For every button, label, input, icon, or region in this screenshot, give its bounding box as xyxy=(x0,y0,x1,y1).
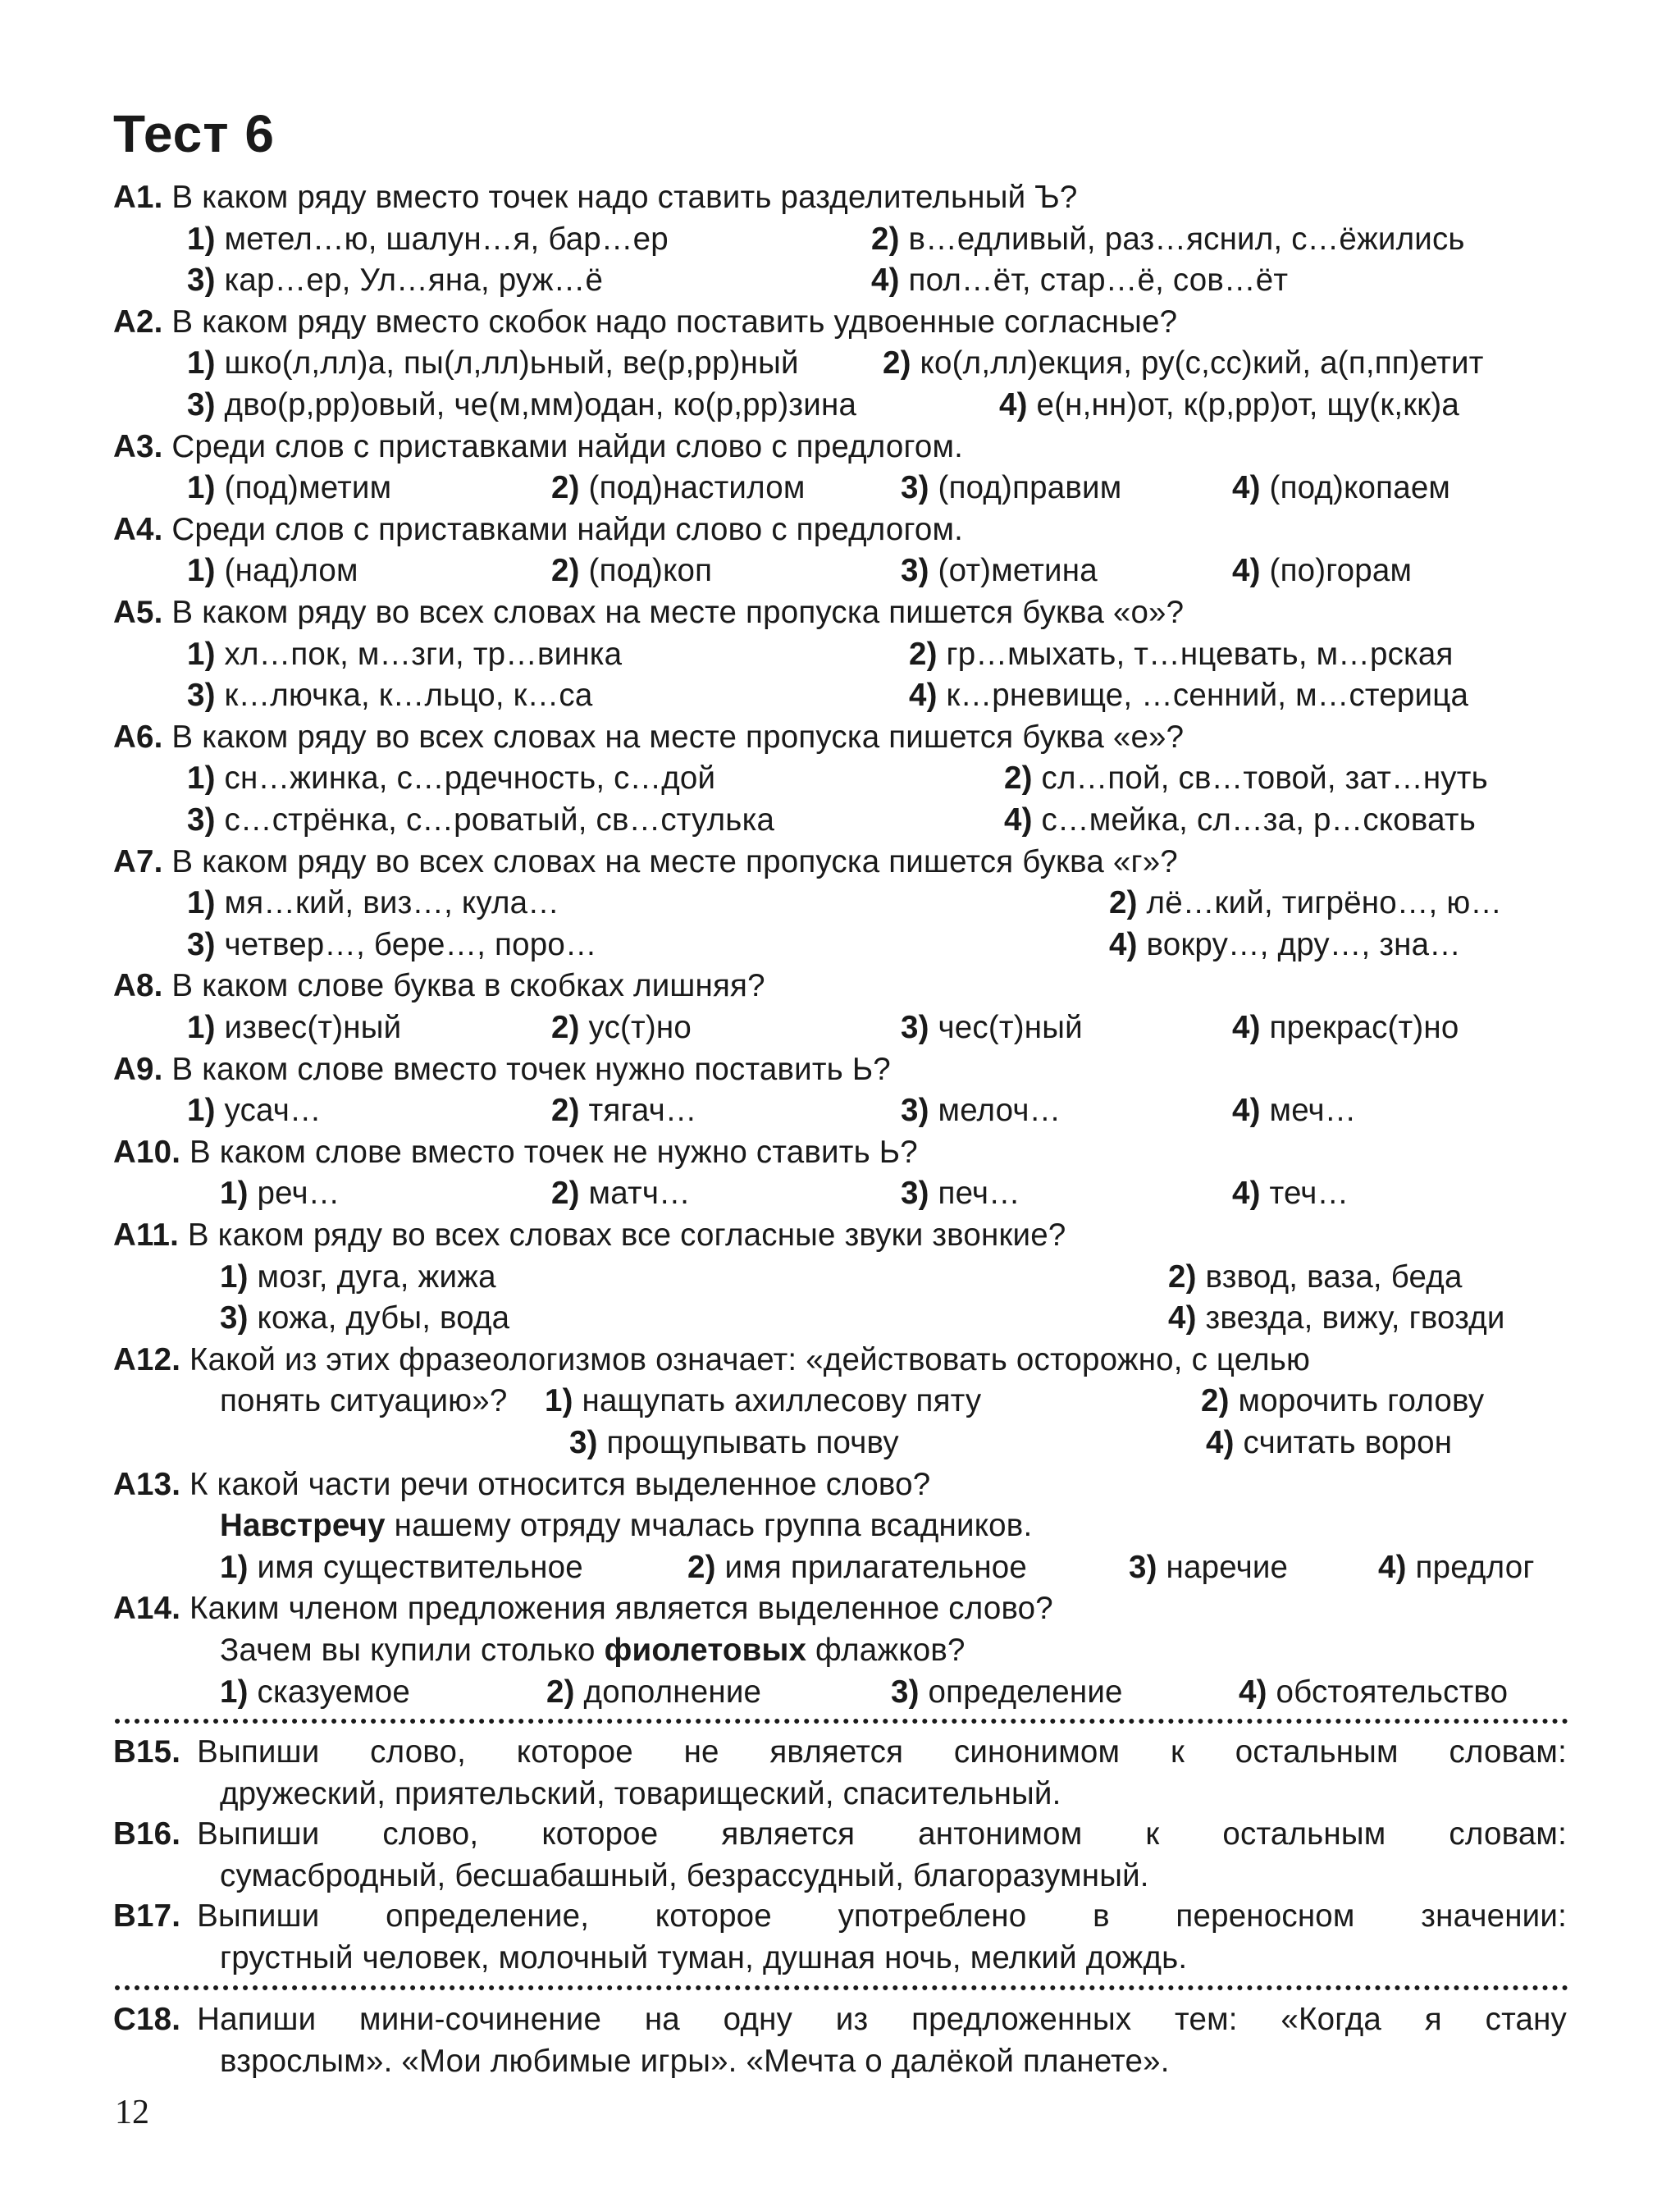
option-number: 4) xyxy=(1378,1549,1407,1585)
question-number: А14. xyxy=(113,1591,181,1627)
question-number: А7. xyxy=(113,843,163,879)
question-line xyxy=(113,1815,1567,1854)
question-text: Выпиши слово, которое не является синонимом к остальным словам: xyxy=(197,1734,1567,1770)
option-number: 1) xyxy=(187,345,216,381)
option-text: (над)лом xyxy=(224,553,358,589)
option-number: 2) xyxy=(551,553,580,589)
question-line xyxy=(113,593,1184,633)
question-text-line xyxy=(220,1857,1149,1896)
answer-option xyxy=(187,386,856,425)
question-text: В каком слове вместо точек нужно поставить Ь? xyxy=(171,1051,891,1087)
answer-option xyxy=(551,468,806,508)
option-number: 4) xyxy=(1168,1300,1197,1336)
option-number: 3) xyxy=(187,926,216,962)
option-number: 2) xyxy=(551,1093,580,1129)
highlighted-sentence xyxy=(220,1631,966,1670)
option-text: тягач… xyxy=(588,1093,697,1129)
option-text: шко(л,лл)а, пы(л,лл)ьный, ве(р,рр)ный xyxy=(224,345,799,381)
answer-option xyxy=(551,1174,691,1213)
option-number: 1) xyxy=(220,1549,249,1585)
option-number: 2) xyxy=(551,1010,580,1045)
option-number: 2) xyxy=(871,221,900,257)
option-text: определение xyxy=(928,1674,1123,1710)
option-number: 3) xyxy=(569,1425,598,1460)
answer-option xyxy=(551,551,712,591)
question-line xyxy=(113,718,1184,757)
question-text: Выпиши определение, которое употреблено в переносном значении: xyxy=(197,1898,1567,1934)
option-number: 2) xyxy=(1004,760,1033,797)
answer-option xyxy=(1109,884,1502,923)
answer-option xyxy=(1206,1423,1452,1463)
question-number: А3. xyxy=(113,428,163,464)
question-text: грустный человек, молочный туман, душная ночь, мелкий дождь. xyxy=(220,1939,1188,1975)
option-number: 3) xyxy=(187,678,216,714)
question-text-line xyxy=(220,1939,1187,1978)
option-text: к…лючка, к…льцо, к…са xyxy=(224,678,593,714)
question-number: А12. xyxy=(113,1341,181,1377)
option-text: кожа, дубы, вода xyxy=(257,1300,510,1336)
answer-option xyxy=(871,261,1288,300)
option-number: 4) xyxy=(1232,1010,1261,1045)
option-number: 3) xyxy=(901,1010,929,1045)
question-text: В каком слове буква в скобках лишняя? xyxy=(171,968,765,1004)
answer-option xyxy=(187,884,559,923)
question-number: А1. xyxy=(113,180,163,215)
option-number: 4) xyxy=(1239,1674,1267,1710)
option-text: нащупать ахиллесову пяту xyxy=(582,1383,982,1419)
answer-option xyxy=(569,1423,899,1463)
highlighted-word: фиолетовых xyxy=(604,1633,807,1668)
answer-option xyxy=(187,676,592,715)
option-number: 4) xyxy=(1206,1425,1235,1460)
question-text: В каком ряду вместо скобок надо поставить удвоенные согласные? xyxy=(171,304,1178,340)
question-line xyxy=(113,1465,930,1505)
question-line xyxy=(113,2000,1567,2039)
option-text: пол…ёт, стар…ё, сов…ёт xyxy=(908,263,1289,299)
question-text: Среди слов с приставками найди слово с предлогом. xyxy=(171,428,964,464)
question-number: С18. xyxy=(113,2002,181,2037)
option-text: мозг, дуга, жижа xyxy=(257,1258,496,1295)
option-number: 4) xyxy=(999,387,1028,422)
option-text: с…мейка, сл…за, р…сковать xyxy=(1041,802,1476,838)
option-number: 3) xyxy=(901,553,929,589)
option-text: (под)коп xyxy=(588,553,713,589)
option-text: чес(т)ный xyxy=(938,1010,1083,1045)
option-text: усач… xyxy=(224,1093,322,1129)
answer-option xyxy=(1232,1008,1459,1048)
answer-option xyxy=(1129,1548,1288,1587)
question-number: В15. xyxy=(113,1734,181,1770)
question-text: В каком ряду во всех словах на месте пропуска пишется буква «г»? xyxy=(171,843,1178,879)
option-number: 4) xyxy=(1109,926,1138,962)
question-line xyxy=(113,1341,1310,1380)
option-text: сн…жинка, с…рдечность, с…дой xyxy=(224,760,716,797)
answer-option xyxy=(901,551,1098,591)
question-text-line xyxy=(220,2042,1170,2081)
option-text: (под)правим xyxy=(938,470,1122,506)
sentence-text: нашему отряду мчалась группа всадников. xyxy=(385,1508,1033,1544)
section-divider xyxy=(115,1719,1568,1724)
option-number: 2) xyxy=(551,470,580,506)
option-text: имя существительное xyxy=(257,1549,583,1585)
question-number: А9. xyxy=(113,1051,163,1087)
answer-option xyxy=(1232,1174,1349,1213)
question-text: Среди слов с приставками найди слово с предлогом. xyxy=(171,511,964,547)
option-number: 1) xyxy=(545,1383,573,1419)
option-number: 4) xyxy=(1232,1176,1261,1212)
question-line xyxy=(113,1897,1567,1936)
question-line xyxy=(113,510,963,550)
question-line xyxy=(113,303,1177,342)
question-number: А4. xyxy=(113,511,163,547)
option-number: 1) xyxy=(187,636,216,672)
answer-option xyxy=(999,386,1459,425)
answer-option xyxy=(1232,1091,1357,1130)
option-text: вокру…, дру…, зна… xyxy=(1146,926,1461,962)
option-text: лё…кий, тигрёно…, ю… xyxy=(1146,885,1503,921)
answer-option xyxy=(187,261,603,300)
question-text: В каком ряду вместо точек надо ставить разделительный Ъ? xyxy=(171,180,1078,215)
option-number: 4) xyxy=(1232,470,1261,506)
option-text: морочить голову xyxy=(1238,1383,1485,1419)
answer-option xyxy=(901,1174,1020,1213)
answer-option xyxy=(1168,1299,1505,1338)
option-number: 3) xyxy=(901,1093,929,1129)
question-text: В каком слове вместо точек не нужно ставить Ь? xyxy=(189,1134,918,1170)
option-number: 3) xyxy=(1129,1549,1157,1585)
answer-option xyxy=(1232,468,1450,508)
option-text: сл…пой, св…товой, зат…нуть xyxy=(1041,760,1488,797)
option-number: 3) xyxy=(187,387,216,422)
option-text: считать ворон xyxy=(1243,1425,1453,1460)
option-text: е(н,нн)от, к(р,рр)от, щу(к,кк)а xyxy=(1036,387,1459,422)
option-text: ус(т)но xyxy=(588,1010,692,1045)
answer-option xyxy=(187,801,774,840)
answer-option xyxy=(187,551,358,591)
answer-option xyxy=(546,1673,761,1712)
option-number: 4) xyxy=(1004,802,1033,838)
answer-option xyxy=(901,1008,1083,1048)
question-text-line xyxy=(220,1774,1061,1814)
question-number: В16. xyxy=(113,1816,181,1852)
option-text: печ… xyxy=(938,1176,1020,1212)
answer-option xyxy=(187,468,391,508)
option-text: теч… xyxy=(1269,1176,1349,1212)
option-text: прекрас(т)но xyxy=(1269,1010,1459,1045)
answer-option xyxy=(883,344,1484,383)
answer-option xyxy=(187,1008,401,1048)
option-text: в…едливый, раз…яснил, с…ёжились xyxy=(908,221,1465,257)
option-text: ко(л,лл)екция, ру(с,сс)кий, а(п,пп)етит xyxy=(920,345,1484,381)
option-text: четвер…, бере…, поро… xyxy=(224,926,597,962)
option-number: 3) xyxy=(187,263,216,299)
sentence-text: флажков? xyxy=(806,1633,966,1668)
option-text: предлог xyxy=(1415,1549,1535,1585)
option-number: 1) xyxy=(187,221,216,257)
option-number: 2) xyxy=(551,1176,580,1212)
option-number: 1) xyxy=(187,760,216,797)
answer-option xyxy=(1239,1673,1508,1712)
option-number: 1) xyxy=(220,1176,249,1212)
answer-option xyxy=(220,1299,509,1338)
answer-option xyxy=(909,635,1454,674)
option-number: 2) xyxy=(883,345,911,381)
question-number: А11. xyxy=(113,1217,179,1253)
option-text: матч… xyxy=(588,1176,691,1212)
option-text: метел…ю, шалун…я, бар…ер xyxy=(224,221,669,257)
question-number: А6. xyxy=(113,719,163,755)
page-number: 12 xyxy=(115,2094,149,2131)
option-number: 3) xyxy=(901,470,929,506)
question-line xyxy=(113,1733,1567,1772)
option-number: 4) xyxy=(1232,553,1261,589)
question-line xyxy=(113,1216,1066,1255)
option-text: гр…мыхать, т…нцевать, м…рская xyxy=(946,636,1454,672)
question-number: А2. xyxy=(113,304,163,340)
option-number: 4) xyxy=(1232,1093,1261,1129)
answer-option xyxy=(909,676,1468,715)
answer-option xyxy=(220,1673,410,1712)
question-text: сумасбродный, бесшабашный, безрассудный, благоразумный. xyxy=(220,1857,1149,1893)
option-text: дополнение xyxy=(583,1674,762,1710)
question-line xyxy=(113,843,1178,882)
question-text: понять ситуацию»? xyxy=(220,1383,508,1419)
answer-option xyxy=(1232,551,1412,591)
option-text: кар…ер, Ул…яна, руж…ё xyxy=(224,263,604,299)
option-text: меч… xyxy=(1269,1093,1357,1129)
option-text: реч… xyxy=(257,1176,340,1212)
question-line xyxy=(113,1589,1053,1628)
option-number: 2) xyxy=(1201,1383,1230,1419)
option-number: 3) xyxy=(187,802,216,838)
option-text: сказуемое xyxy=(257,1674,411,1710)
option-number: 2) xyxy=(546,1674,575,1710)
answer-option xyxy=(687,1548,1027,1587)
answer-option xyxy=(1378,1548,1535,1587)
answer-option xyxy=(1109,925,1461,965)
question-number: В17. xyxy=(113,1898,181,1934)
option-text: извес(т)ный xyxy=(224,1010,402,1045)
answer-option xyxy=(187,220,669,259)
answer-option xyxy=(901,468,1121,508)
question-line xyxy=(220,1382,507,1421)
answer-option xyxy=(901,1091,1061,1130)
option-number: 1) xyxy=(187,553,216,589)
question-line xyxy=(113,1050,891,1089)
option-number: 2) xyxy=(687,1549,716,1585)
answer-option xyxy=(1201,1382,1484,1421)
option-text: (под)метим xyxy=(224,470,392,506)
answer-option xyxy=(187,759,715,798)
option-number: 3) xyxy=(901,1176,929,1212)
option-text: имя прилагательное xyxy=(724,1549,1028,1585)
option-text: мелоч… xyxy=(938,1093,1061,1129)
option-text: с…стрёнка, с…роватый, св…стулька xyxy=(224,802,775,838)
question-text: взрослым». «Мои любимые игры». «Мечта о далёкой планете». xyxy=(220,2043,1170,2079)
highlighted-word: Навстречу xyxy=(220,1508,386,1544)
answer-option xyxy=(1004,801,1476,840)
option-text: обстоятельство xyxy=(1276,1674,1509,1710)
answer-option xyxy=(545,1382,981,1421)
option-text: (по)горам xyxy=(1269,553,1413,589)
answer-option xyxy=(1004,759,1488,798)
question-text: К какой части речи относится выделенное слово? xyxy=(189,1466,931,1502)
option-number: 1) xyxy=(220,1674,249,1710)
answer-option xyxy=(871,220,1465,259)
question-number: А8. xyxy=(113,968,163,1004)
answer-option xyxy=(187,925,597,965)
option-number: 1) xyxy=(187,1010,216,1045)
question-number: А10. xyxy=(113,1134,181,1170)
option-text: дво(р,рр)овый, че(м,мм)одан, ко(р,рр)зина xyxy=(224,387,857,422)
option-number: 1) xyxy=(187,470,216,506)
option-text: звезда, вижу, гвозди xyxy=(1205,1300,1505,1336)
question-line xyxy=(113,427,963,467)
answer-option xyxy=(220,1258,496,1297)
question-line xyxy=(113,178,1078,217)
answer-option xyxy=(551,1091,697,1130)
option-text: взвод, ваза, беда xyxy=(1205,1258,1463,1295)
question-text: Выпиши слово, которое является антонимом к остальным словам: xyxy=(197,1816,1567,1852)
option-text: прощупывать почву xyxy=(606,1425,899,1460)
sentence-text: Зачем вы купили столько xyxy=(220,1633,605,1668)
highlighted-sentence xyxy=(220,1506,1032,1546)
answer-option xyxy=(1168,1258,1463,1297)
question-text: Каким членом предложения является выделенное слово? xyxy=(189,1591,1053,1627)
answer-option xyxy=(551,1008,692,1048)
option-number: 1) xyxy=(220,1258,249,1295)
answer-option xyxy=(891,1673,1123,1712)
option-text: (под)копаем xyxy=(1269,470,1451,506)
question-text: Напиши мини-сочинение на одну из предложенных тем: «Когда я стану xyxy=(197,2002,1567,2037)
answer-option xyxy=(187,344,799,383)
question-text: дружеский, приятельский, товарищеский, спасительный. xyxy=(220,1775,1061,1811)
question-number: А5. xyxy=(113,595,163,630)
question-text: Какой из этих фразеологизмов означает: «действовать осторожно, с целью xyxy=(189,1341,1311,1377)
question-number: А13. xyxy=(113,1466,181,1502)
question-text: В каком ряду во всех словах на месте пропуска пишется буква «е»? xyxy=(171,719,1185,755)
option-number: 4) xyxy=(909,678,938,714)
option-text: к…рневище, …сенний, м…стерица xyxy=(946,678,1469,714)
question-line xyxy=(113,1133,918,1172)
option-text: (под)настилом xyxy=(588,470,806,506)
option-number: 3) xyxy=(891,1674,920,1710)
test-title: Тест 6 xyxy=(113,104,275,163)
answer-option xyxy=(220,1548,583,1587)
answer-option xyxy=(187,635,622,674)
option-text: мя…кий, виз…, кула… xyxy=(224,885,559,921)
option-text: хл…пок, м…зги, тр…винка xyxy=(224,636,623,672)
option-text: наречие xyxy=(1166,1549,1289,1585)
answer-option xyxy=(187,1091,322,1130)
question-line xyxy=(113,966,765,1006)
question-text: В каком ряду во всех словах все согласные звуки звонкие? xyxy=(187,1217,1066,1253)
option-number: 2) xyxy=(1109,885,1138,921)
option-number: 1) xyxy=(187,885,216,921)
option-number: 3) xyxy=(220,1300,249,1336)
option-text: (от)метина xyxy=(938,553,1098,589)
option-number: 2) xyxy=(909,636,938,672)
option-number: 1) xyxy=(187,1093,216,1129)
question-text: В каком ряду во всех словах на месте пропуска пишется буква «о»? xyxy=(171,595,1185,630)
option-number: 2) xyxy=(1168,1258,1197,1295)
option-number: 4) xyxy=(871,263,900,299)
answer-option xyxy=(220,1174,340,1213)
section-divider xyxy=(115,1985,1568,1990)
